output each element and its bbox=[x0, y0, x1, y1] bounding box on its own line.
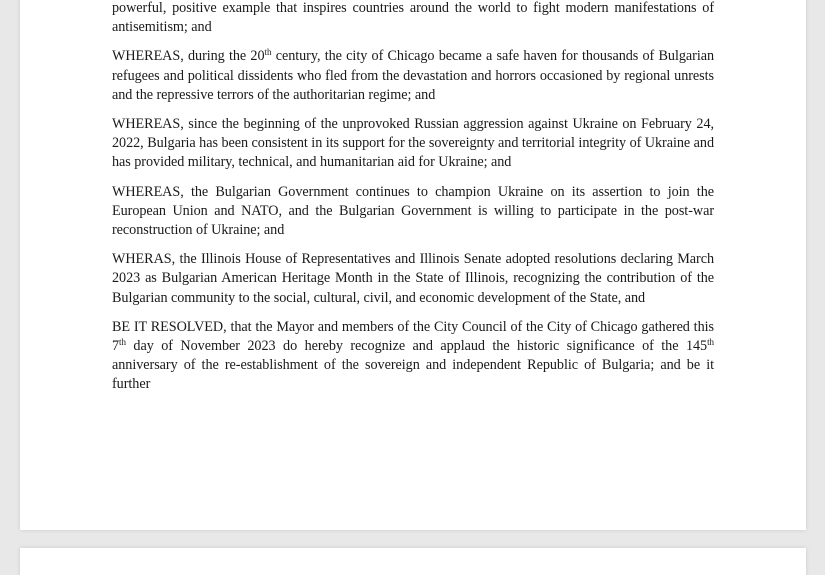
ordinal-suffix: th bbox=[119, 337, 126, 348]
paragraph-antisemitism bbox=[112, 0, 714, 37]
next-document-page bbox=[20, 548, 806, 575]
paragraph-ukraine-support bbox=[112, 115, 714, 173]
paragraph-text: anniversary of the re-establishment of the sovereign and independent Republic of Bulgaria; and be it further bbox=[112, 357, 714, 393]
resolution-body bbox=[112, 0, 714, 405]
paragraph-text: day of November 2023 do hereby recognize and applaud the historic significance of the 145 bbox=[125, 338, 708, 355]
ordinal-suffix: th bbox=[707, 337, 714, 348]
paragraph-text: century, the city of Chicago became a safe haven for thousands of Bulgarian refugees and political dissidents who fled from the devastation and horrors occasioned by regional unrests and the repressive terrors of the authoritarian regime; and bbox=[112, 48, 714, 103]
paragraph-text: BE IT RESOLVED, that the Mayor and members of the City Council of the City of Chicago gathered this 7 bbox=[112, 318, 714, 355]
ordinal-suffix: th bbox=[264, 47, 272, 58]
document-page bbox=[20, 0, 806, 530]
paragraph-text: WHEREAS, during the 20 bbox=[112, 48, 265, 65]
paragraph-text: WHEREAS, the Bulgarian Government continues to champion Ukraine on its assertion to join the European Union and NATO, and the Bulgarian Government is willing to participate in the post-war reconstruction of Ukraine; and bbox=[112, 183, 714, 239]
paragraph-text: WHEREAS, since the beginning of the unprovoked Russian aggression against Ukraine on February 24, 2022, Bulgaria has been consistent in its support for the sovereignty and territorial integrity of Ukraine and has provided military, technical, and humanitarian aid for Ukraine; and bbox=[112, 116, 714, 171]
paragraph-be-it-resolved bbox=[112, 318, 714, 395]
paragraph-text: WHERAS, the Illinois House of Representatives and Illinois Senate adopted resolutions declaring March 2023 as Bulgarian American Heritage Month in the State of Illinois, recognizing the contribution of the Bulgarian community to the social, cultural, civil, and economic development of the State, and bbox=[112, 251, 714, 306]
paragraph-chicago-safe-haven bbox=[112, 47, 714, 105]
paragraph-ukraine-eu-nato bbox=[112, 183, 714, 241]
paragraph-text: powerful, positive example that inspires countries around the world to fight modern manifestations of antisemitism; and bbox=[112, 0, 714, 36]
paragraph-heritage-month bbox=[112, 250, 714, 308]
